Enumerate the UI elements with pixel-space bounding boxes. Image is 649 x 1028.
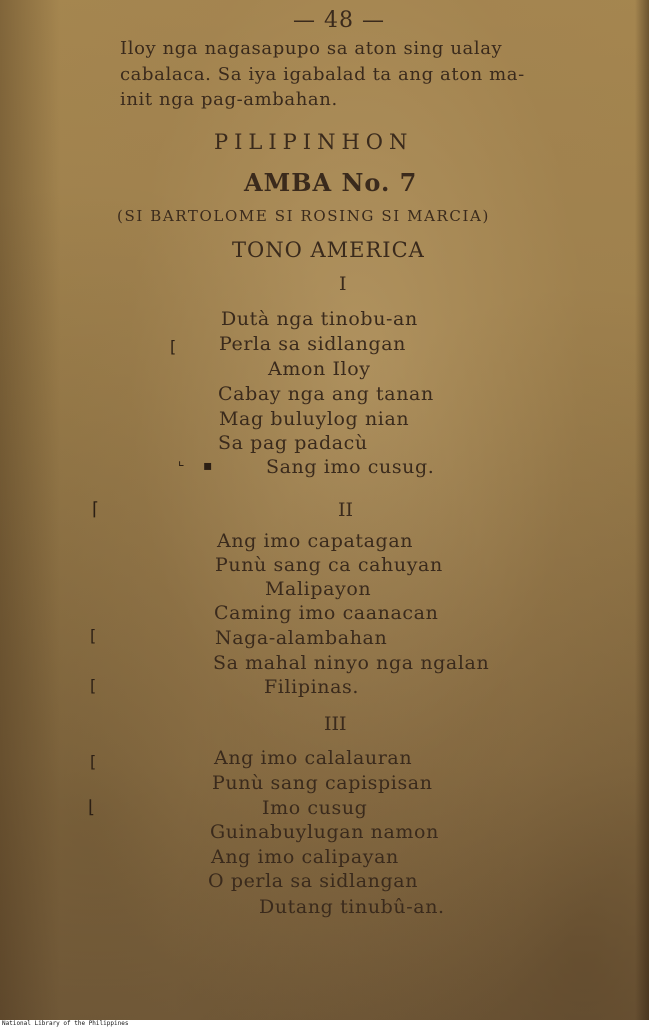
stanza-2-line-1: Ang imo capatagan — [217, 530, 414, 552]
stanza-1-line-1: Dutà nga tinobu-an — [221, 308, 418, 330]
stanza-number-1: I — [339, 273, 347, 295]
stanza-number-2: II — [338, 499, 354, 521]
stanza-1-line-3: Amon Iloy — [268, 358, 371, 380]
section-title: PILIPINHON — [214, 130, 414, 154]
margin-mark: [ — [90, 626, 97, 645]
footer-strip — [0, 1020, 649, 1028]
stanza-2-line-3: Malipayon — [265, 578, 372, 600]
stanza-3-line-2: Punù sang capispisan — [212, 772, 433, 794]
stanza-1-line-6: Sa pag padacù — [218, 432, 368, 454]
stanza-number-3: III — [324, 713, 347, 735]
stanza-2-line-2: Punù sang ca cahuyan — [215, 554, 443, 576]
page-left-shadow — [0, 0, 60, 1020]
stanza-2-line-5: Naga-alambahan — [215, 627, 388, 649]
hymn-title: AMBA No. 7 — [244, 168, 418, 197]
page-right-edge — [635, 0, 649, 1020]
stanza-3-line-6: O perla sa sidlangan — [208, 870, 419, 892]
footer-credit: National Library of the Philippines — [2, 1020, 129, 1027]
margin-mark: ⌊ — [88, 797, 96, 818]
page-number: — 48 — — [293, 8, 385, 33]
stanza-2-line-4: Caming imo caanacan — [214, 602, 439, 624]
stanza-2-line-7: Filipinas. — [264, 676, 360, 698]
stanza-1-line-2: Perla sa sidlangan — [219, 333, 406, 355]
stanza-2-line-6: Sa mahal ninyo nga ngalan — [213, 652, 490, 674]
margin-mark: [ — [170, 337, 177, 356]
intro-line-3: init nga pag-ambahan. — [120, 89, 338, 110]
stanza-3-line-1: Ang imo calalauran — [214, 747, 413, 769]
stanza-1-line-4: Cabay nga ang tanan — [218, 383, 434, 405]
stanza-1-line-5: Mag buluylog nian — [219, 408, 410, 430]
hymn-authors: (SI BARTOLOME SI ROSING SI MARCIA) — [117, 207, 490, 225]
stanza-3-line-4: Guinabuylugan namon — [210, 821, 439, 843]
stanza-3-line-7: Dutang tinubû-an. — [259, 896, 445, 918]
margin-mark: [ — [90, 752, 97, 771]
hymn-tune: TONO AMERICA — [232, 238, 425, 262]
intro-line-1: Iloy nga nagasapupo sa aton sing ualay — [120, 38, 503, 59]
margin-mark: ⌞ — [178, 453, 185, 469]
intro-line-2: cabalaca. Sa iya igabalad ta ang aton ma- — [120, 64, 525, 85]
margin-mark: ⌈ — [92, 499, 100, 520]
margin-mark: [ — [90, 676, 97, 695]
stanza-3-line-3: Imo cusug — [262, 797, 368, 819]
stanza-1-line-7: Sang imo cusug. — [266, 456, 435, 478]
stanza-3-line-5: Ang imo calipayan — [211, 846, 399, 868]
margin-mark: ▪ — [203, 458, 213, 474]
